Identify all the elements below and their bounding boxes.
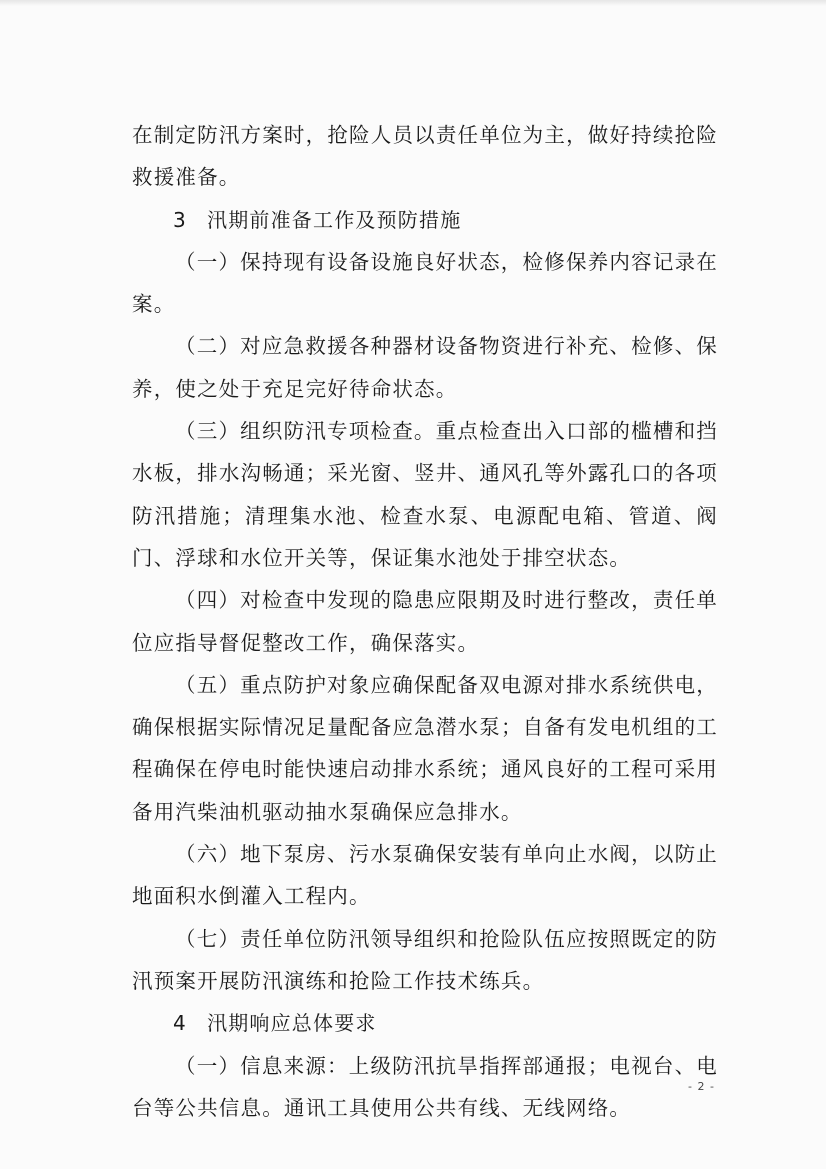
section-title: 汛期前准备工作及预防措施 [207,207,462,232]
paragraph-item-7: （七）责任单位防汛领导组织和抢险队伍应按照既定的防汛预案开展防汛演练和抢险工作技术练兵。 [132,926,718,993]
paragraph-continuation: 在制定防汛方案时，抢险人员以责任单位为主，做好持续抢险救援准备。 [132,123,718,190]
paragraph-item-5: （五）重点防护对象应确保配备双电源对排水系统供电，确保根据实际情况足量配备应急潜水泵；自备有发电机组的工程确保在停电时能快速启动排水系统；通风良好的工程可采用备用汽柴油机驱动抽水泵确保应急排水。 [132,672,718,824]
document-body [132,114,718,1129]
paragraph-item-4: （四）对检查中发现的隐患应限期及时进行整改，责任单位应指导督促整改工作，确保落实。 [132,588,718,655]
section-title: 汛期响应总体要求 [207,1011,377,1036]
paragraph-item-2: （二）对应急救援各种器材设备物资进行补充、检修、保养，使之处于充足完好待命状态。 [132,334,718,401]
paragraph-item-1: （一）保持现有设备设施良好状态，检修保养内容记录在案。 [132,249,718,317]
paragraph-item-3: （三）组织防汛专项检查。重点检查出入口部的槛槽和挡水板，排水沟畅通；采光窗、竖井、通风孔等外露孔口的各项防汛措施；清理集水池、检查水泵、电源配电箱、管道、阀门、浮球和水位开关等，保证集水池处于排空状态。 [132,419,718,570]
paragraph-item-6: （六）地下泵房、污水泵确保安装有单向止水阀，以防止地面积水倒灌入工程内。 [132,842,718,909]
section-number: 4 [173,1011,187,1036]
page-number: - 2 - [688,1080,715,1093]
section-heading-3 [132,199,718,241]
section-number: 3 [173,207,187,232]
section-heading-4 [132,1002,718,1044]
paragraph-item-info-source: （一）信息来源：上级防汛抗旱指挥部通报；电视台、电台等公共信息。通讯工具使用公共有线、无线网络。 [132,1053,718,1120]
page-edge-shadow [0,0,826,6]
